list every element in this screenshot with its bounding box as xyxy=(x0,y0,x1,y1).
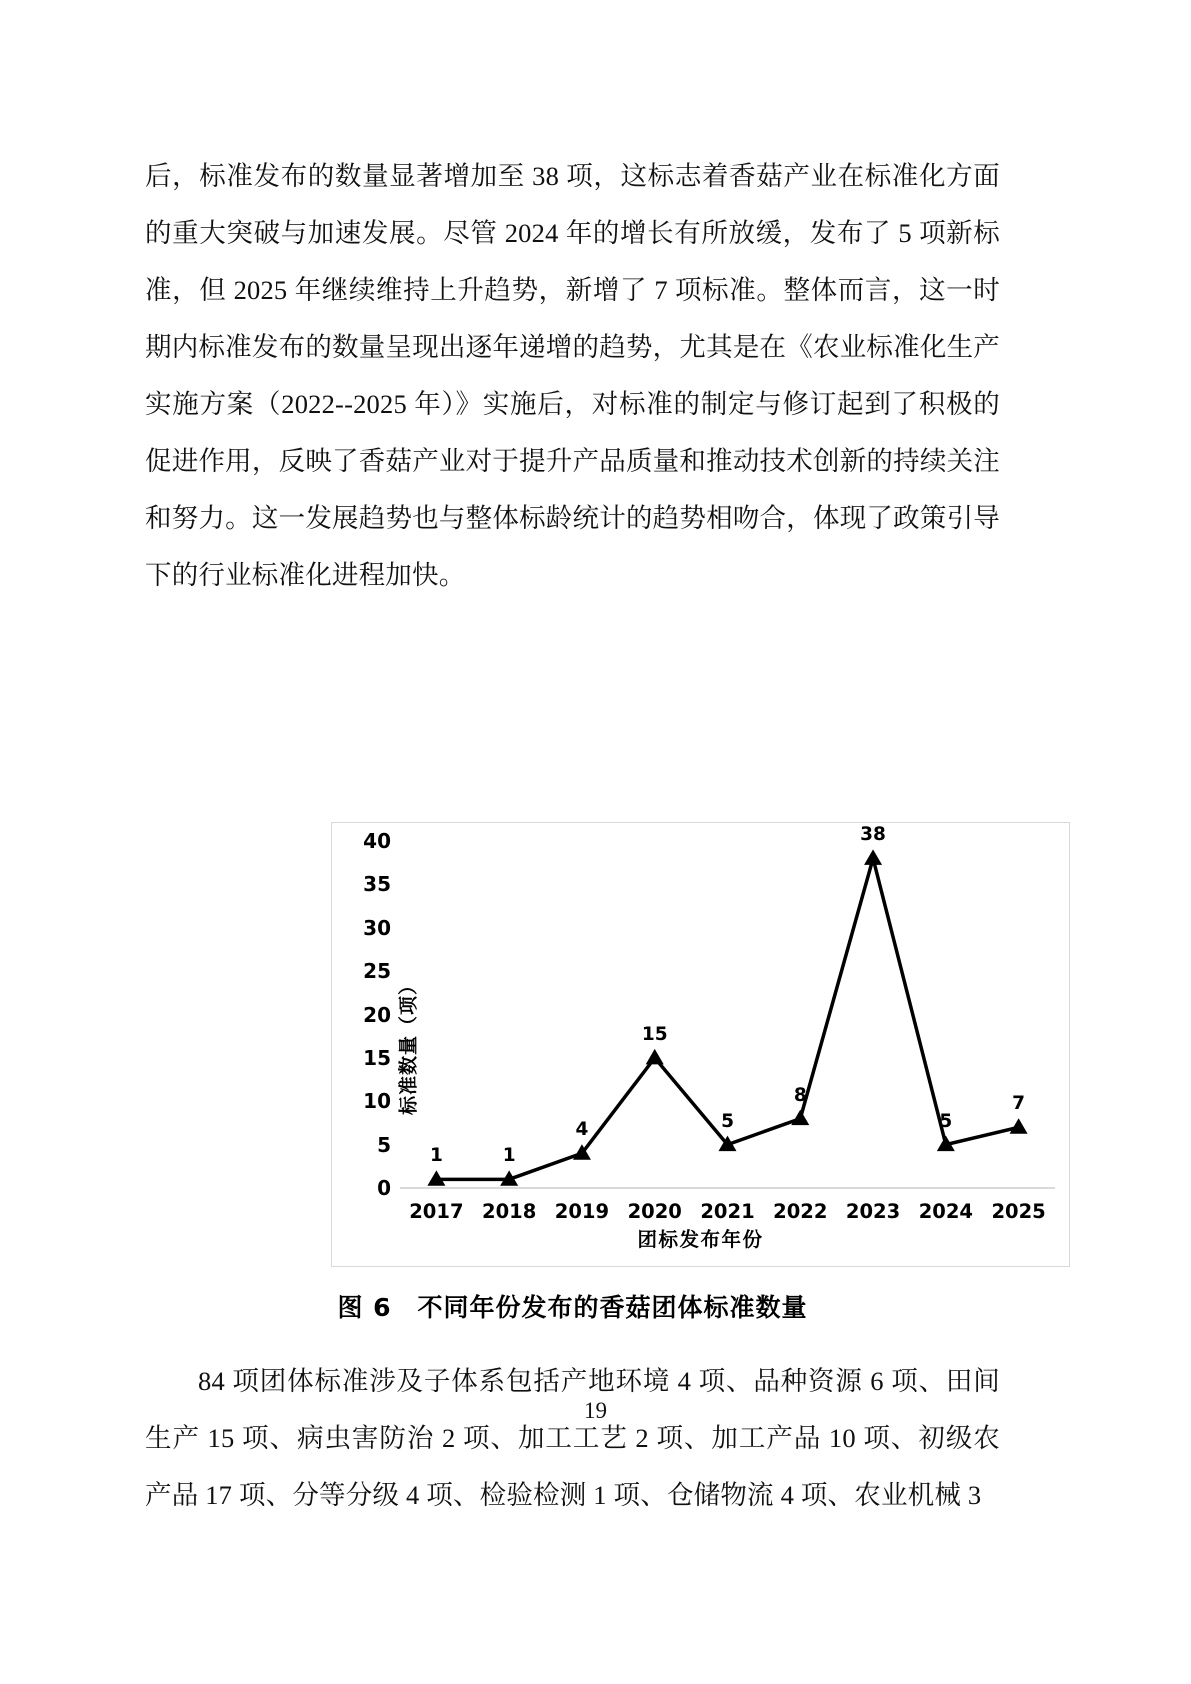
chart-marker xyxy=(791,1110,809,1125)
page-number: 19 xyxy=(584,1398,607,1423)
chart-x-axis-title: 团标发布年份 xyxy=(637,1228,764,1251)
chart-y-tick: 0 xyxy=(377,1176,391,1200)
chart-data-label: 5 xyxy=(939,1110,953,1132)
chart-marker xyxy=(1010,1118,1028,1133)
chart-inner xyxy=(332,823,1069,1266)
chart-data-label: 15 xyxy=(641,1023,668,1045)
chart-line-series xyxy=(400,841,1055,1188)
chart-y-tick: 15 xyxy=(363,1045,391,1070)
chart-y-tick: 20 xyxy=(363,1002,391,1027)
chart-x-tick: 2018 xyxy=(482,1200,537,1223)
chart-x-tick: 2025 xyxy=(991,1200,1046,1223)
chart-x-tick: 2020 xyxy=(627,1200,682,1223)
chart-plot-area xyxy=(363,824,1055,1223)
figure-6-chart xyxy=(331,822,1070,1267)
chart-data-label: 4 xyxy=(575,1119,589,1141)
chart-x-tick: 2023 xyxy=(845,1200,901,1223)
chart-y-tick: 5 xyxy=(377,1132,391,1157)
chart-data-label: 1 xyxy=(429,1145,443,1167)
chart-data-label: 8 xyxy=(793,1084,807,1106)
chart-data-label: 7 xyxy=(1012,1093,1026,1115)
chart-marker xyxy=(864,849,882,864)
chart-y-tick: 40 xyxy=(363,829,391,853)
chart-data-label: 38 xyxy=(860,824,886,846)
chart-y-axis-title: 标准数量（项） xyxy=(397,974,420,1115)
page-content xyxy=(145,148,1046,1510)
chart-x-tick: 2022 xyxy=(773,1200,828,1223)
chart-x-axis-line xyxy=(400,1187,1055,1189)
chart-x-tick: 2021 xyxy=(700,1200,755,1223)
chart-y-tick: 10 xyxy=(363,1089,391,1114)
chart-x-tick: 2017 xyxy=(409,1200,464,1223)
paragraph-bottom-wrap xyxy=(145,1353,1000,1524)
chart-y-tick: 35 xyxy=(363,872,391,897)
chart-y-tick: 30 xyxy=(363,915,391,940)
paragraph-bottom: 84 项团体标准涉及子体系包括产地环境 4 项、品种资源 6 项、田间生产 15 项、病虫害防治 2 项、加工工艺 2 项、加工产品 10 项、初级农产品 17 项、分等分级 4 项、检验检测 1 项、仓储物流 4 项、农业机械 3 xyxy=(145,1366,1000,1510)
chart-data-label: 1 xyxy=(502,1145,516,1167)
paragraph-top: 后，标准发布的数量显著增加至 38 项，这标志着香菇产业在标准化方面的重大突破与加速发展。尽管 2024 年的增长有所放缓，发布了 5 项新标准，但 2025 年继续维持上升趋势，新增了 7 项标准。整体而言，这一时期内标准发布的数量呈现出逐年递增的趋势，尤其是在《农业标准化生产实施方案（2022--2025 年）》实施后，对标准的制定与修订起到了积极的促进作用，反映了香菇产业对于提升产品质量和推动技术创新的持续关注和努力。这一发展趋势也与整体标龄统计的趋势相吻合，体现了政策引导下的行业标准化进程加快。 xyxy=(145,161,1000,590)
figure-caption: 图 6 不同年份发布的香菇团体标准数量 xyxy=(337,1293,808,1322)
chart-y-tick: 25 xyxy=(363,959,391,984)
chart-marker xyxy=(646,1049,664,1064)
chart-x-tick: 2019 xyxy=(554,1200,610,1223)
chart-data-label: 5 xyxy=(721,1110,734,1132)
chart-x-tick: 2024 xyxy=(918,1200,973,1223)
